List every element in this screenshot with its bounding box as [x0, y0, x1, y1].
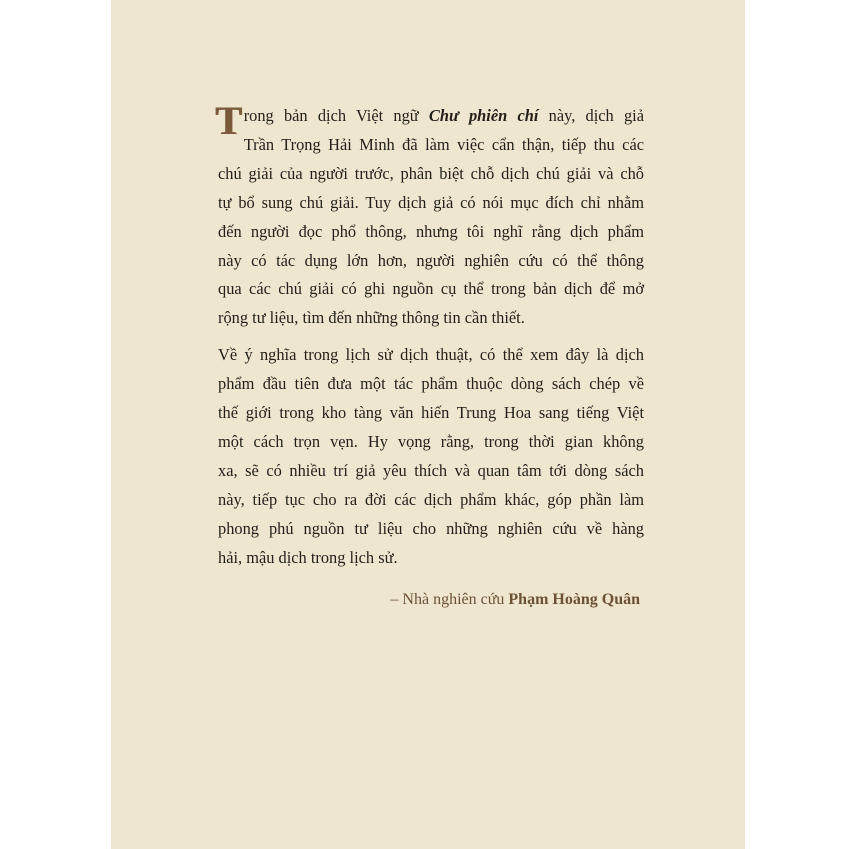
body-text	[215, 98, 644, 573]
paragraph-2-line: này, tiếp tục cho ra đời các dịch phẩm khác, góp phần làm	[218, 489, 644, 509]
line-text: rong bản dịch Việt ngữ	[243, 106, 429, 125]
paragraph-2	[218, 341, 644, 572]
signature-name: Phạm Hoàng Quân	[508, 591, 640, 608]
paragraph-2-line: một cách trọn vẹn. Hy vọng rằng, trong thời gian không	[218, 431, 644, 451]
line-text: này, dịch giả	[538, 106, 644, 125]
paragraph-1	[215, 98, 644, 333]
paragraph-2-line: phẩm đầu tiên đưa một tác phẩm thuộc dòng sách chép về	[218, 374, 644, 394]
paragraph-2-line: thế giới trong kho tàng văn hiến Trung Hoa sang tiếng Việt	[218, 403, 644, 423]
paragraph-1-line: đến người đọc phổ thông, nhưng tôi nghĩ rằng dịch phẩm	[218, 221, 644, 241]
paragraph-1-line: chú giải của người trước, phân biệt chỗ dịch chú giải và chỗ	[218, 163, 644, 183]
paragraph-1-line: Trần Trọng Hải Minh đã làm việc cẩn thận, tiếp thu các	[243, 134, 644, 154]
paragraph-1-line	[218, 102, 644, 131]
signature	[390, 586, 640, 614]
signature-role: Nhà nghiên cứu	[402, 591, 505, 608]
paragraph-2-line: phong phú nguồn tư liệu cho những nghiên cứu về hàng	[218, 518, 644, 538]
paragraph-2-line: hải, mậu dịch trong lịch sử.	[218, 547, 398, 567]
book-title-emphasis: Chư phiên chí	[428, 106, 539, 125]
drop-cap: T	[215, 98, 242, 143]
paragraph-1-line: rộng tư liệu, tìm đến những thông tin cần thiết.	[218, 308, 525, 328]
paragraph-1-line: tự bổ sung chú giải. Tuy dịch giả có nói mục đích chỉ nhằm	[218, 192, 644, 212]
paragraph-1-line: qua các chú giải có ghi nguồn cụ thể trong bản dịch để mở	[218, 279, 644, 299]
paragraph-2-line: xa, sẽ có nhiều trí giả yêu thích và quan tâm tới dòng sách	[218, 460, 644, 480]
book-page	[111, 0, 745, 849]
signature-dash: –	[390, 591, 399, 608]
paragraph-1-line: này có tác dụng lớn hơn, người nghiên cứu có thể thông	[218, 250, 644, 270]
paragraph-2-line: Về ý nghĩa trong lịch sử dịch thuật, có thể xem đây là dịch	[218, 345, 644, 365]
